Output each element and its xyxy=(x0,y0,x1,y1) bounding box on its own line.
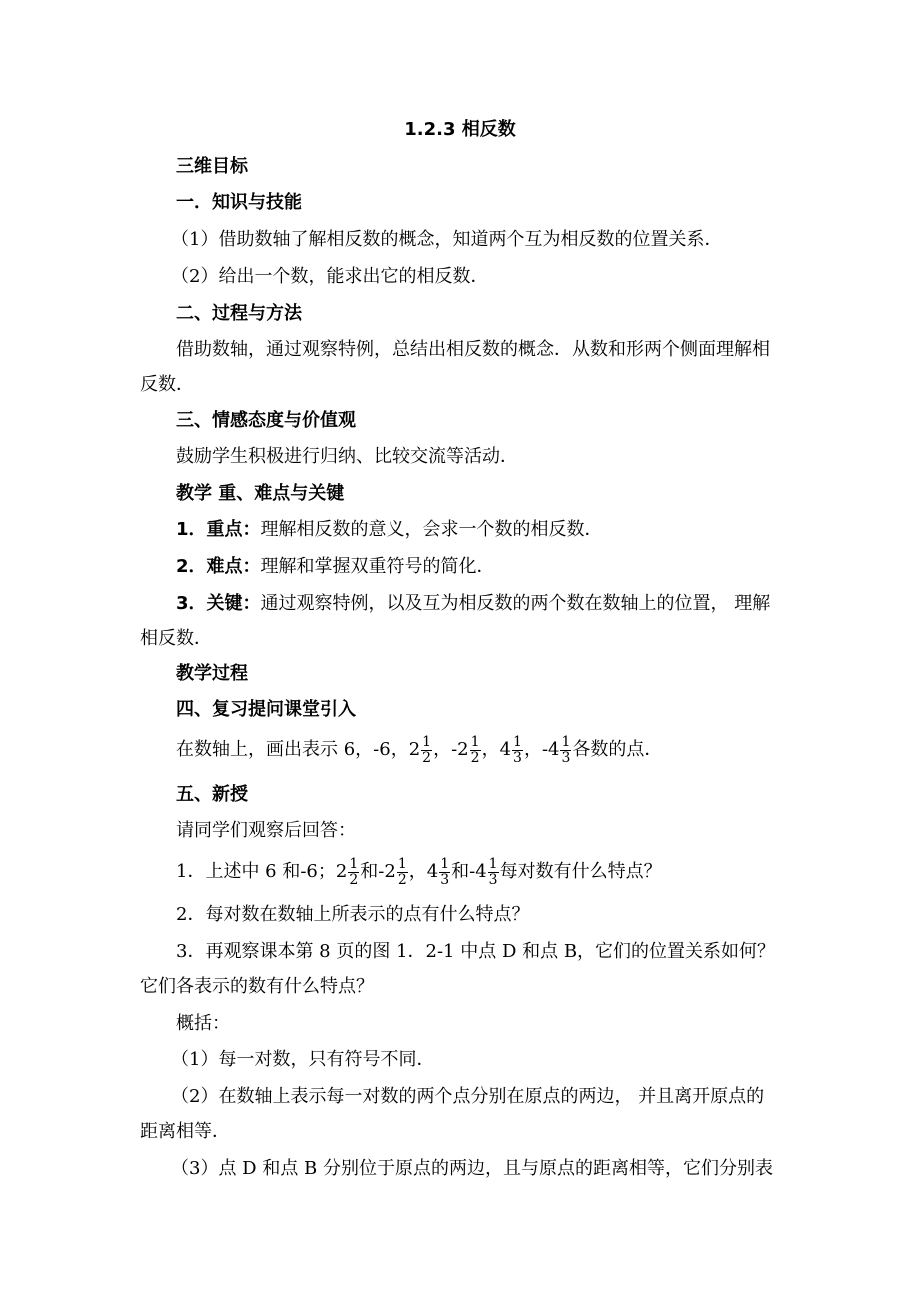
fraction-denominator: 3 xyxy=(561,749,571,766)
key-point-2-text: 理解和掌握双重符号的简化． xyxy=(260,556,495,577)
heading-knowledge: 一．知识与技能 xyxy=(176,192,302,213)
conjunction: 和 xyxy=(360,861,379,882)
fraction xyxy=(439,857,450,888)
key-point-2 xyxy=(0,547,920,587)
fraction-numerator: 1 xyxy=(561,733,571,750)
question-1-suffix: 每对数有什么特点？ xyxy=(499,861,662,882)
summary-2a: （2）在数轴上表示每一对数的两个点分别在原点的两边， 并且离开原点的 xyxy=(171,1086,765,1107)
fraction-denominator: 2 xyxy=(470,749,480,766)
key-point-1-label: 1．重点： xyxy=(176,519,261,540)
fraction-numerator: 1 xyxy=(422,733,432,750)
mixed-number-whole: 2 xyxy=(335,861,348,882)
key-point-3-label: 3．关键： xyxy=(176,593,261,614)
review-prefix: 在数轴上，画出表示 6，-6， xyxy=(176,739,409,760)
paragraph-p1b: 反数． xyxy=(140,374,194,395)
fraction-denominator: 2 xyxy=(422,749,432,766)
heading-key-points: 教学 重、难点与关键 xyxy=(176,483,345,504)
fraction xyxy=(512,735,523,766)
paragraph-k1: （1）借助数轴了解相反数的概念，知道两个互为相反数的位置关系． xyxy=(171,229,723,250)
review-suffix: 各数的点． xyxy=(572,739,663,760)
fraction xyxy=(488,857,499,888)
fraction xyxy=(421,735,432,766)
heading-teaching-process: 教学过程 xyxy=(176,663,248,684)
key-point-3 xyxy=(0,584,920,624)
fraction-numerator: 1 xyxy=(349,855,359,872)
conjunction: 和 xyxy=(451,861,470,882)
paragraph-k2: （2）给出一个数，能求出它的相反数． xyxy=(171,266,489,287)
fraction-numerator: 1 xyxy=(397,855,407,872)
mixed-number-whole: 4 xyxy=(499,739,512,760)
key-point-3-cont: 相反数． xyxy=(140,628,212,649)
key-point-2-label: 2．难点： xyxy=(176,556,261,577)
fraction-denominator: 3 xyxy=(488,871,498,888)
paragraph-observe: 请同学们观察后回答： xyxy=(176,820,356,841)
summary-3: （3）点 D 和点 B 分别位于原点的两边，且与原点的距离相等，它们分别表 xyxy=(171,1158,773,1179)
fraction-numerator: 1 xyxy=(488,855,498,872)
mixed-number-whole: 2 xyxy=(408,739,421,760)
paragraph-e1: 鼓励学生积极进行归纳、比较交流等活动． xyxy=(176,446,518,467)
question-1-prefix: 1．上述中 6 和-6； xyxy=(176,861,336,882)
fraction-denominator: 3 xyxy=(440,871,450,888)
question-2: 2．每对数在数轴上所表示的点有什么特点？ xyxy=(176,904,530,925)
key-point-1-text: 理解相反数的意义，会求一个数的相反数． xyxy=(260,519,603,540)
mixed-number-whole: -4 xyxy=(541,739,560,760)
key-point-3-text: 通过观察特例，以及互为相反数的两个数在数轴上的位置， 理解 xyxy=(260,593,771,614)
separator: ， xyxy=(408,861,427,882)
heading-new-lesson: 五、新授 xyxy=(176,784,248,805)
fraction-numerator: 1 xyxy=(470,733,480,750)
fraction-numerator: 1 xyxy=(513,733,522,750)
fraction-denominator: 3 xyxy=(513,749,522,766)
mixed-number-whole: -2 xyxy=(378,861,396,882)
page-title: 1.2.3 相反数 xyxy=(404,119,516,140)
fraction xyxy=(560,735,571,766)
summary-2b: 距离相等． xyxy=(140,1121,230,1142)
fraction xyxy=(397,857,408,888)
fraction xyxy=(348,857,359,888)
heading-review: 四、复习提问课堂引入 xyxy=(176,699,356,720)
heading-process: 二、过程与方法 xyxy=(176,303,302,324)
paragraph-p1a: 借助数轴，通过观察特例，总结出相反数的概念．从数和形两个侧面理解相 xyxy=(176,339,770,360)
heading-emotion: 三、情感态度与价值观 xyxy=(176,410,356,431)
heading-goals: 三维目标 xyxy=(176,156,248,177)
separator: ， xyxy=(433,739,452,760)
fraction-denominator: 2 xyxy=(397,871,407,888)
fraction-denominator: 2 xyxy=(349,871,359,888)
question-3b: 它们各表示的数有什么特点？ xyxy=(140,976,374,997)
summary-label: 概括： xyxy=(176,1013,230,1034)
fraction-numerator: 1 xyxy=(440,855,450,872)
separator: ， xyxy=(481,739,500,760)
mixed-number-whole: -2 xyxy=(451,739,469,760)
mixed-number-whole: -4 xyxy=(469,861,487,882)
mixed-number-whole: 4 xyxy=(426,861,439,882)
question-3a: 3．再观察课本第 8 页的图 1．2-1 中点 D 和点 B，它们的位置关系如何？ xyxy=(176,941,776,962)
review-line xyxy=(0,730,920,770)
summary-1: （1）每一对数，只有符号不同． xyxy=(171,1049,435,1070)
question-1 xyxy=(0,852,920,892)
fraction xyxy=(470,735,481,766)
separator: ， xyxy=(523,739,542,760)
key-point-1 xyxy=(0,510,920,550)
